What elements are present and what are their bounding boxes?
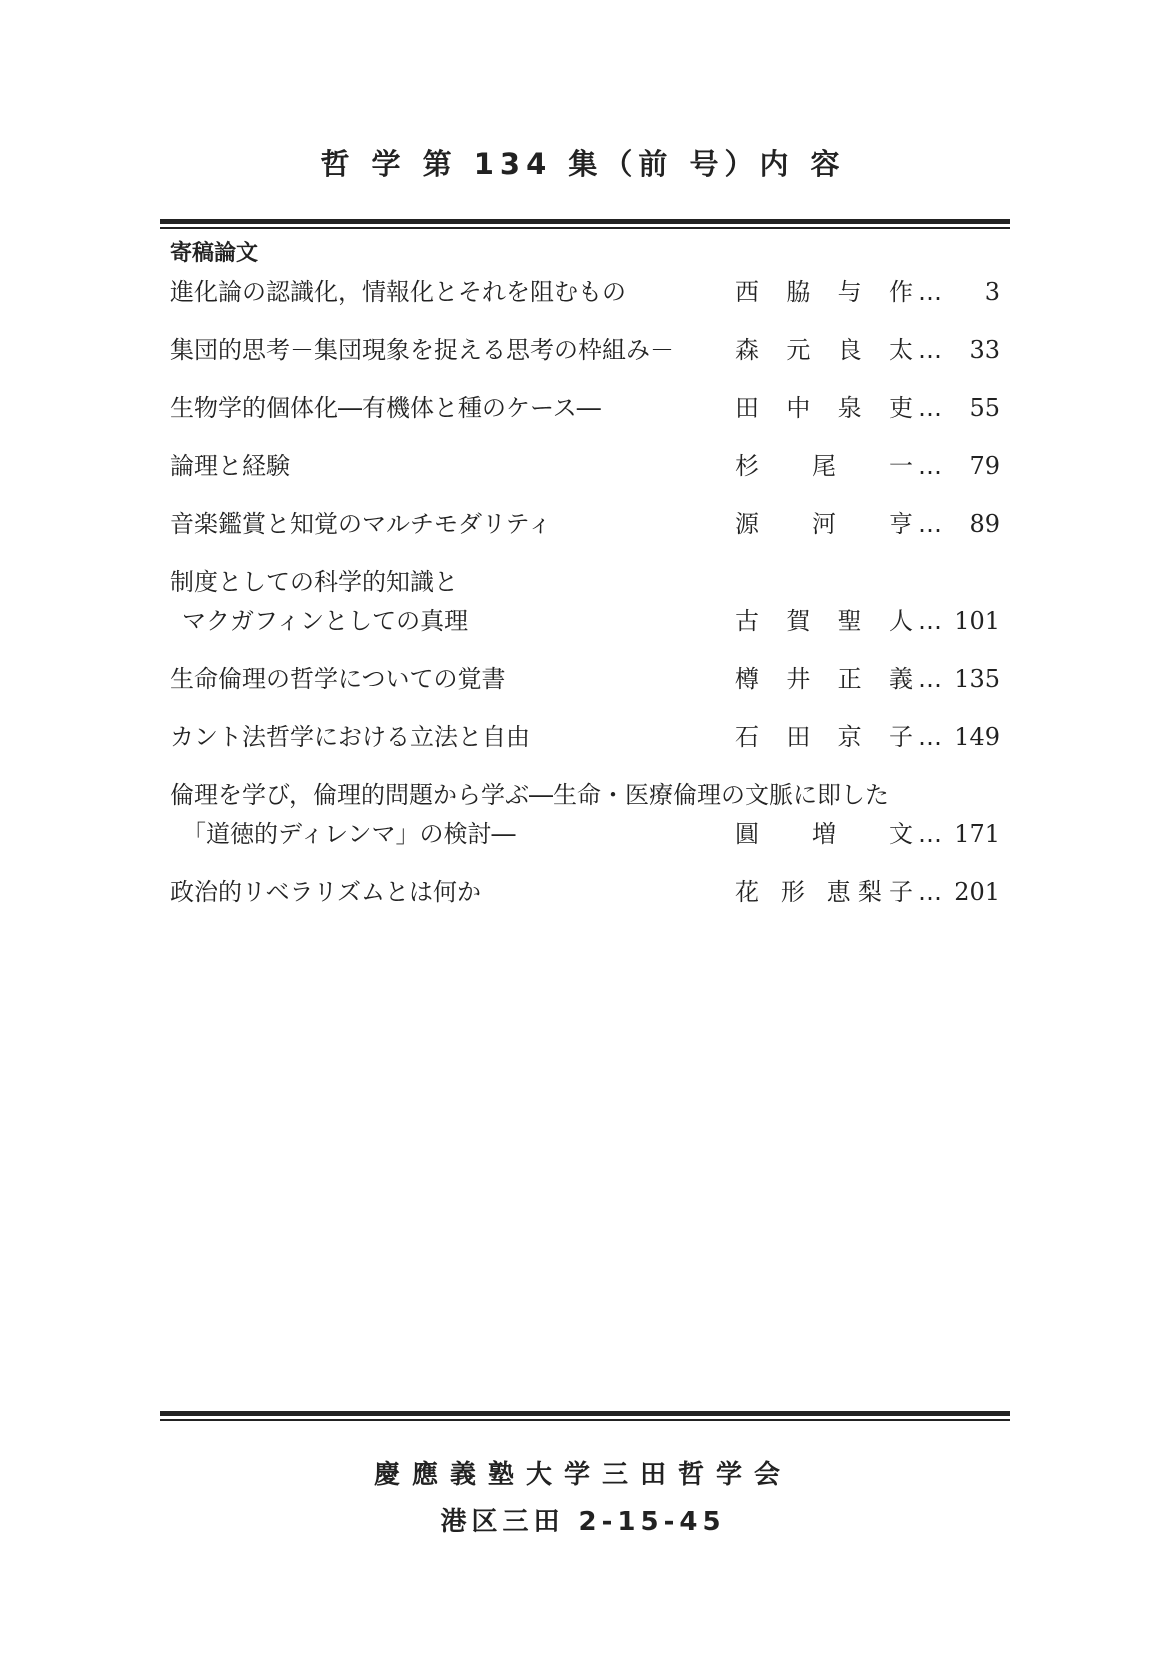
leader-dots: … [918, 820, 940, 848]
entry-author: 田 中 泉 吏 [735, 394, 913, 422]
leader-dots: … [918, 607, 940, 635]
publisher-name: 慶應義塾大学三田哲学会 [373, 1460, 792, 1490]
leader-dots: … [918, 336, 940, 364]
entry-author: 樽 井 正 義 [735, 665, 913, 693]
entry-title: 制度としての科学的知識と [170, 568, 458, 596]
entry-page: 3 [984, 278, 1000, 306]
entry-title-continued: 「道徳的ディレンマ」の検討― [182, 820, 516, 848]
leader-dots: … [918, 723, 940, 751]
entry-title: 音楽鑑賞と知覚のマルチモダリティ [170, 510, 552, 538]
entry-author: 杉 尾 一 [735, 452, 913, 480]
toc-entry [0, 392, 1166, 424]
entry-title: 生命倫理の哲学についての覚書 [170, 665, 506, 693]
entry-page: 101 [954, 607, 1000, 635]
entry-title-continued: マクガフィンとしての真理 [182, 607, 469, 635]
publisher-address: 港区三田 2-15-45 [440, 1507, 726, 1537]
entry-page: 171 [954, 820, 1000, 848]
entry-page: 135 [954, 665, 1000, 693]
toc-entry [0, 876, 1166, 908]
entry-author: 西 脇 与 作 [735, 278, 913, 306]
entry-title: 政治的リベラリズムとは何か [170, 878, 482, 906]
entry-page: 149 [954, 723, 1000, 751]
section-heading: 寄稿論文 [170, 241, 259, 266]
entry-title: カント法哲学における立法と自由 [170, 723, 530, 751]
entry-title: 集団的思考－集団現象を捉える思考の枠組み－ [170, 336, 674, 364]
entry-page: 33 [969, 336, 1000, 364]
entry-author: 圓 増 文 [735, 820, 913, 848]
entry-author: 森 元 良 太 [735, 336, 913, 364]
leader-dots: … [918, 452, 940, 480]
entry-author: 石 田 京 子 [735, 723, 913, 751]
leader-dots: … [918, 278, 940, 306]
entry-title: 論理と経験 [170, 452, 290, 480]
entry-title: 倫理を学び，倫理的問題から学ぶ―生命・医療倫理の文脈に即した [170, 781, 890, 809]
entry-page: 55 [969, 394, 1000, 422]
leader-dots: … [918, 510, 940, 538]
entry-page: 201 [954, 878, 1000, 906]
entry-page: 89 [969, 510, 1000, 538]
leader-dots: … [918, 665, 940, 693]
toc-entry [0, 663, 1166, 695]
bottom-double-rule [160, 1411, 1010, 1421]
entry-page: 79 [969, 452, 1000, 480]
entry-author: 古 賀 聖 人 [735, 607, 913, 635]
entry-author: 花 形 恵梨子 [735, 878, 913, 906]
leader-dots: … [918, 394, 940, 422]
toc-entry-line1 [0, 779, 1166, 811]
toc-entry [0, 605, 1166, 637]
entry-title: 生物学的個体化―有機体と種のケース― [170, 394, 601, 422]
leader-dots: … [918, 878, 940, 906]
toc-entry [0, 276, 1166, 308]
toc-entry [0, 818, 1166, 850]
page-title: 哲 学 第 134 集（前 号）内 容 [320, 147, 846, 181]
toc-entry [0, 721, 1166, 753]
entry-author: 源 河 亨 [735, 510, 913, 538]
toc-entry [0, 450, 1166, 482]
entry-title: 進化論の認識化，情報化とそれを阻むもの [170, 278, 626, 306]
toc-entry [0, 508, 1166, 540]
toc-entry-line1 [0, 566, 1166, 598]
toc-entry [0, 334, 1166, 366]
